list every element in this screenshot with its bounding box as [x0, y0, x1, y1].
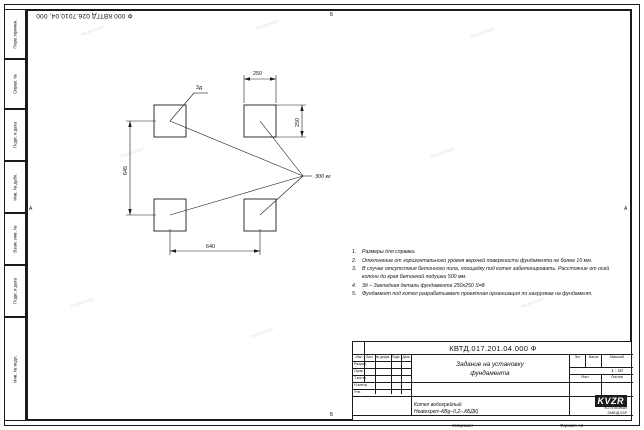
side-cell-label: Инв. № подл.	[12, 355, 18, 383]
watermark: техэксперт	[254, 17, 281, 33]
dim-left-645	[126, 121, 156, 215]
sheet-top-title-text: Ф 000 КВТГД 026.7010.04, 000	[36, 12, 133, 19]
note-number: 1.	[352, 249, 357, 255]
dim-right-250-text: 250	[295, 118, 301, 127]
side-cell-vzam-inv	[4, 213, 26, 265]
watermark: техэксперт	[249, 325, 276, 341]
dim-right-250	[274, 105, 306, 137]
side-cell-label: Подп. и дата	[12, 122, 18, 148]
company-sub-line1: КОТЕЛЬНЫЙ	[604, 406, 627, 411]
sheet-header: Лист	[581, 374, 589, 379]
row-role-razrab: Разраб.	[354, 361, 367, 366]
drawing-name	[411, 355, 569, 383]
note-number: 3.	[352, 266, 357, 273]
company-sub	[604, 406, 627, 415]
drawing-name-line2: фундамента	[470, 370, 510, 377]
mass-header: Масса	[588, 354, 599, 359]
edge-mark-top: Б	[330, 12, 334, 18]
note-text: Отклонение от горизонтального уровня верхней поверхности фундамента не более 10 мм.	[362, 257, 593, 264]
watermark: техэксперт	[519, 295, 546, 311]
side-cell-label: Перв. примен.	[12, 19, 18, 49]
watermark: техэксперт	[429, 145, 456, 161]
dim-top-250-text: 250	[253, 71, 262, 77]
dim-top-250	[244, 75, 276, 103]
note-text: Размеры для справки.	[362, 249, 416, 255]
company-logo: KVZR	[595, 395, 628, 407]
object-name	[411, 397, 569, 421]
note-item	[352, 248, 610, 256]
copy-note: Копировал	[452, 423, 473, 428]
row-role-utv: Утв.	[354, 389, 361, 394]
title-block	[352, 341, 632, 421]
load-leader-lines	[170, 121, 312, 215]
dim-bottom-640	[170, 229, 260, 255]
scale-header: Масштаб	[609, 354, 625, 359]
note-number: 5.	[352, 291, 357, 298]
edge-mark-right: А	[624, 206, 628, 212]
edge-mark-bottom: Б	[330, 412, 334, 418]
embedded-part-leader	[170, 93, 208, 121]
technical-notes	[352, 248, 610, 299]
sheets-header: Листов	[611, 374, 623, 379]
side-cell-sprav	[4, 59, 26, 109]
side-cell-inv-podl	[4, 317, 26, 421]
side-cell-inv-dubl	[4, 161, 26, 213]
watermark: техэксперт	[119, 145, 146, 161]
side-cell-podp-data-1	[4, 109, 26, 161]
drawing-name-line1: Задание на установку	[456, 360, 524, 368]
watermark: техэксперт	[69, 295, 96, 311]
load-label: 300 кг	[315, 174, 331, 180]
watermark: техэксперт	[79, 23, 106, 39]
dim-left-645-text: 645	[123, 166, 129, 175]
side-cell-label: Взам. инв. №	[12, 225, 18, 253]
col-docum: № докум.	[375, 354, 391, 359]
note-text: 3д – Закладная деталь фундамента 250х250 S=8	[362, 282, 485, 289]
col-data: Дата	[402, 354, 410, 359]
note-text: Фундамент под котел разрабатывает проектная организация по нагрузкам на фундамент.	[362, 291, 593, 298]
col-podp: Подп.	[391, 354, 401, 359]
col-list: Лист	[365, 354, 374, 359]
note-number: 4.	[352, 282, 357, 289]
row-role-tkontr: Т.контр.	[354, 375, 368, 380]
watermark: техэксперт	[469, 25, 496, 41]
side-cell-podp-data-2	[4, 265, 26, 317]
note-item	[352, 290, 610, 298]
side-cell-label: Подп. и дата	[12, 278, 18, 304]
note-item	[352, 257, 610, 265]
side-cell-label: Инв. № дубл.	[12, 173, 18, 201]
embedded-part-label: 3д	[196, 85, 203, 91]
row-role-nkontr: Н.контр.	[354, 382, 368, 387]
format-note: Формат А3	[560, 423, 583, 428]
row-role-prov: Пров.	[354, 368, 364, 373]
note-item	[352, 265, 610, 281]
edge-mark-left: А	[29, 206, 33, 212]
side-stamp-column	[4, 9, 26, 421]
side-cell-label: Справ. №	[12, 74, 18, 94]
note-number: 2.	[352, 257, 357, 264]
object-name-line1: Котел водогрейный	[414, 401, 462, 408]
col-izm: Изм.	[355, 354, 363, 359]
note-item	[352, 282, 610, 290]
dim-bottom-640-text: 640	[206, 244, 215, 250]
object-name-line2: Неatexpert–КВg–0,2–.КБДК)	[414, 409, 479, 415]
side-cell-perv-primen	[4, 9, 26, 59]
lit-header: Лит.	[574, 354, 581, 359]
scale-value: 1 : 10	[611, 368, 623, 373]
company-sub-line2: ЗАВОД КЗР	[607, 410, 627, 415]
drawing-code: КВТД.017.201.04.000 Ф	[449, 343, 537, 353]
note-text: В случае отсутствия бетонного пола, площадку под котел забетонировать. Расстояние от осей колонн до края бетонной подушки 500 мм.	[362, 266, 610, 281]
